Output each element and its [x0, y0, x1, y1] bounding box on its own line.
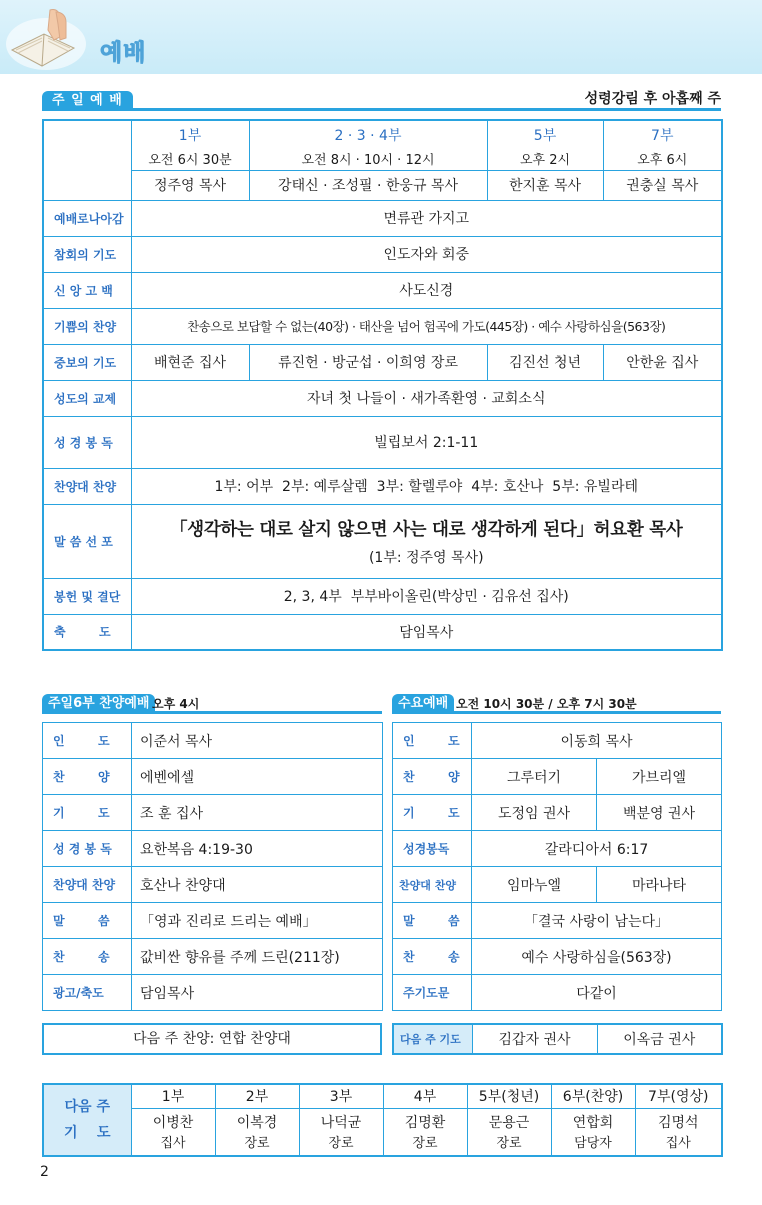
row-value: 이준서 목사	[132, 723, 383, 759]
person-title: 장로	[412, 1136, 438, 1152]
approach-value: 면류관 가지고	[131, 200, 722, 236]
scripture-value: 빌립보서 2:1-11	[131, 416, 722, 468]
row-label: 참회의 기도	[43, 236, 131, 272]
prayer-person	[299, 1108, 383, 1156]
person-title: 장로	[496, 1136, 522, 1152]
row-label: 축 도	[43, 614, 131, 650]
person-name: 이병찬	[152, 1115, 194, 1132]
person-title: 담당자	[574, 1136, 612, 1152]
part-name: 1부	[131, 1084, 215, 1108]
prayer-person	[383, 1108, 467, 1156]
row-value: 가브리엘	[597, 759, 722, 795]
sixth-service-time: 오후 4시	[152, 697, 200, 711]
person-name: 이복경	[236, 1115, 278, 1132]
service-name: 5부	[487, 120, 603, 148]
part-name: 6부(찬양)	[551, 1084, 635, 1108]
person-title: 장로	[328, 1136, 354, 1152]
part-name: 3부	[299, 1084, 383, 1108]
part-name: 5부(청년)	[467, 1084, 551, 1108]
person-name: 김명석	[657, 1115, 699, 1132]
row-label: 찬양대 찬양	[393, 867, 472, 903]
prayer-person	[467, 1108, 551, 1156]
sunday-service-table	[42, 119, 723, 651]
prayer-person	[215, 1108, 299, 1156]
row-label: 찬 양	[393, 759, 472, 795]
row-label: 광고/축도	[43, 975, 132, 1011]
row-value: 이동희 목사	[472, 723, 722, 759]
blessing-value: 담임목사	[131, 614, 722, 650]
next-week-prayer-table	[42, 1083, 723, 1157]
sermon-cell	[131, 504, 722, 578]
person-title: 집사	[160, 1136, 186, 1152]
row-value: 임마누엘	[472, 867, 597, 903]
prayer-person	[551, 1108, 635, 1156]
row-value: 예수 사랑하심을(563장)	[472, 939, 722, 975]
row-label: 말 씀 선 포	[43, 504, 131, 578]
header-banner	[0, 0, 762, 74]
person-name: 나덕균	[320, 1115, 362, 1132]
row-label: 찬양대 찬양	[43, 867, 132, 903]
person-name: 연합회	[572, 1115, 614, 1132]
next-week-label-line1: 다음 주	[64, 1099, 110, 1115]
hymn-value: 찬송으로 보답할 수 없는(40장) · 태산을 넘어 험곡에 가도(445장) · 예수 사랑하심을(563장)	[131, 308, 722, 344]
sixth-next-week: 다음 주 찬양: 연합 찬양대	[42, 1023, 382, 1055]
row-label: 중보의 기도	[43, 344, 131, 380]
service-name: 1부	[131, 120, 249, 148]
row-label: 찬 양	[43, 759, 132, 795]
person-title: 장로	[244, 1136, 270, 1152]
person-name: 김명환	[404, 1115, 446, 1132]
row-label: 성도의 교제	[43, 380, 131, 416]
service-pastor: 정주영 목사	[131, 170, 249, 200]
next-week-label-line2: 기 도	[63, 1125, 111, 1141]
part-name: 7부(영상)	[635, 1084, 722, 1108]
service-name: 2 · 3 · 4부	[249, 120, 487, 148]
row-value: 이옥금 권사	[597, 1024, 722, 1054]
sixth-service-tag: 주일6부 찬양예배	[42, 694, 155, 714]
wednesday-service-time: 오전 10시 30분 / 오후 7시 30분	[456, 697, 637, 711]
row-label: 성 경 봉 독	[43, 416, 131, 468]
row-value: 조 훈 집사	[132, 795, 383, 831]
row-value: 도정임 권사	[472, 795, 597, 831]
intercessor: 김진선 청년	[487, 344, 603, 380]
row-label: 기쁨의 찬양	[43, 308, 131, 344]
sunday-section-bar	[42, 91, 721, 111]
part-name: 4부	[383, 1084, 467, 1108]
prayer-person	[131, 1108, 215, 1156]
sixth-service-table	[42, 722, 383, 1011]
sermon-title: 「생각하는 대로 살지 않으면 사는 대로 생각하게 된다」허요환 목사	[170, 519, 683, 540]
intercessor: 안한윤 집사	[603, 344, 722, 380]
row-value: 값비싼 향유를 주께 드린(211장)	[132, 939, 383, 975]
row-value: 호산나 찬양대	[132, 867, 383, 903]
page-number: 2	[40, 1164, 49, 1180]
row-label: 기 도	[393, 795, 472, 831]
row-label: 말 씀	[393, 903, 472, 939]
repentance-value: 인도자와 회중	[131, 236, 722, 272]
intercessor: 류진헌 · 방군섭 · 이희영 장로	[249, 344, 487, 380]
service-name: 7부	[603, 120, 722, 148]
intercessor: 배현준 집사	[131, 344, 249, 380]
row-label: 성경봉독	[393, 831, 472, 867]
row-label: 성 경 봉 독	[43, 831, 132, 867]
sermon-sub: (1부: 정주영 목사)	[368, 549, 484, 566]
choir-value: 1부: 어부 2부: 예루살렘 3부: 할렐루야 4부: 호산나 5부: 유빌라테	[131, 468, 722, 504]
row-value: 다같이	[472, 975, 722, 1011]
offering-value: 2, 3, 4부 부부바이올린(박상민 · 김유선 집사)	[131, 578, 722, 614]
wednesday-service-tag: 수요예배	[392, 694, 454, 714]
liturgical-week: 성령강림 후 아홉째 주	[584, 91, 721, 107]
row-label: 말 씀	[43, 903, 132, 939]
row-value: 요한복음 4:19-30	[132, 831, 383, 867]
next-week-label	[43, 1084, 131, 1156]
service-time: 오후 6시	[603, 148, 722, 170]
service-time: 오전 8시 · 10시 · 12시	[249, 148, 487, 170]
wednesday-next-prayer	[392, 1023, 723, 1055]
row-label: 찬 송	[393, 939, 472, 975]
fellowship-value: 자녀 첫 나들이 · 새가족환영 · 교회소식	[131, 380, 722, 416]
creed-value: 사도신경	[131, 272, 722, 308]
row-label: 인 도	[393, 723, 472, 759]
row-label: 기 도	[43, 795, 132, 831]
row-label: 찬양대 찬양	[43, 468, 131, 504]
wednesday-section-bar	[392, 694, 721, 714]
row-value: 에벤에셀	[132, 759, 383, 795]
row-value: 갈라디아서 6:17	[472, 831, 722, 867]
row-value: 담임목사	[132, 975, 383, 1011]
service-time: 오후 2시	[487, 148, 603, 170]
person-name: 문용근	[488, 1115, 530, 1132]
row-label: 예배로나아감	[43, 200, 131, 236]
service-pastor: 권충실 목사	[603, 170, 722, 200]
row-value: 마라나타	[597, 867, 722, 903]
sixth-section-bar	[42, 694, 382, 714]
row-label: 봉헌 및 결단	[43, 578, 131, 614]
row-label: 신 앙 고 백	[43, 272, 131, 308]
header-blank-cell	[43, 120, 131, 200]
sunday-service-tag: 주 일 예 배	[42, 91, 133, 111]
prayer-person	[635, 1108, 722, 1156]
praying-hands-bible-icon	[4, 4, 88, 72]
service-time: 오전 6시 30분	[131, 148, 249, 170]
service-pastor: 강태신 · 조성필 · 한웅규 목사	[249, 170, 487, 200]
person-title: 집사	[665, 1136, 691, 1152]
row-label: 인 도	[43, 723, 132, 759]
row-label: 다음 주 기도	[393, 1024, 472, 1054]
page-title: 예배	[100, 40, 147, 66]
service-pastor: 한지훈 목사	[487, 170, 603, 200]
part-name: 2부	[215, 1084, 299, 1108]
row-value: 「결국 사랑이 남는다」	[472, 903, 722, 939]
row-label: 주기도문	[393, 975, 472, 1011]
row-value: 김갑자 권사	[472, 1024, 597, 1054]
row-value: 백분영 권사	[597, 795, 722, 831]
row-value: 「영과 진리로 드리는 예배」	[132, 903, 383, 939]
wednesday-service-table	[392, 722, 722, 1011]
row-value: 그루터기	[472, 759, 597, 795]
row-label: 찬 송	[43, 939, 132, 975]
